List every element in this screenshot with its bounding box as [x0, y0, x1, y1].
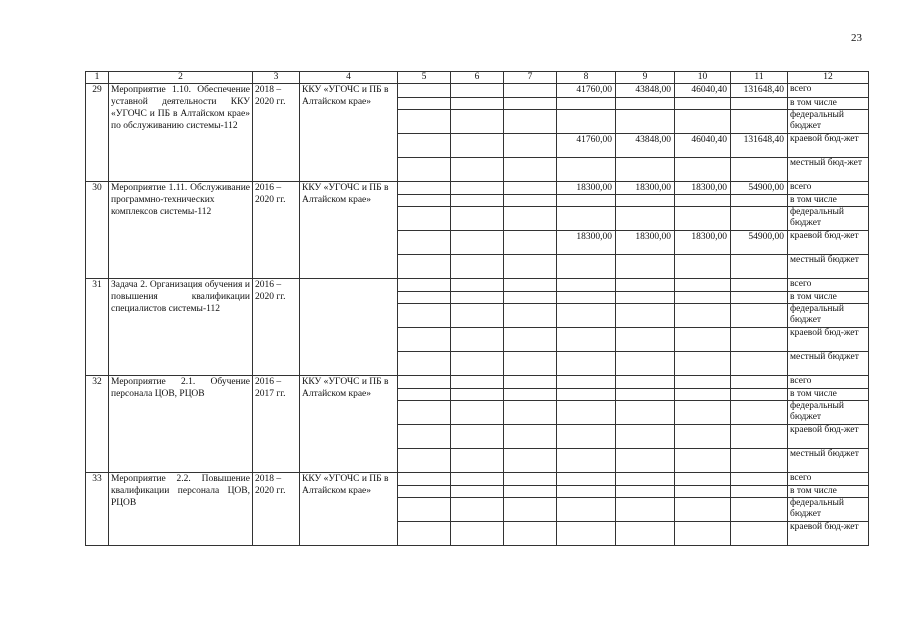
- amount-cell: 46040,40: [675, 84, 731, 98]
- col-header: 1: [86, 72, 109, 84]
- col-header: 6: [451, 72, 504, 84]
- activity-period: 2016 – 2017 гг.: [253, 376, 300, 473]
- table-row: [86, 279, 869, 292]
- amount-cell: 18300,00: [616, 182, 675, 195]
- source-total: всего: [788, 376, 869, 389]
- amount-cell: 131648,40: [731, 134, 788, 158]
- source-incl: в том числе: [788, 486, 869, 498]
- amount-cell: 18300,00: [616, 231, 675, 255]
- amount-cell: 43848,00: [616, 134, 675, 158]
- row-number: 29: [86, 84, 109, 182]
- empty-cell: [504, 84, 557, 98]
- source-federal: федеральный бюджет: [788, 304, 869, 328]
- table-row: [86, 473, 869, 486]
- empty-cell: [398, 84, 451, 98]
- source-total: всего: [788, 473, 869, 486]
- activity-executor: ККУ «УГОЧС и ПБ в Алтайском крае»: [300, 84, 398, 182]
- activity-name: Мероприятие 1.10. Обеспечение уставной деятельности ККУ «УГОЧС и ПБ в Алтайском крае» по обслуживанию системы-112: [109, 84, 253, 182]
- amount-cell: 131648,40: [731, 84, 788, 98]
- activity-name: Задача 2. Организация обучения и повышения квалификации специалистов системы-112: [109, 279, 253, 376]
- source-regional: краевой бюд-жет: [788, 425, 869, 449]
- activity-name: Мероприятие 2.1. Обучение персонала ЦОВ, РЦОВ: [109, 376, 253, 473]
- amount-cell: 41760,00: [557, 134, 616, 158]
- source-total: всего: [788, 84, 869, 98]
- source-federal: федеральный бюджет: [788, 110, 869, 134]
- source-total: всего: [788, 182, 869, 195]
- source-regional: краевой бюд-жет: [788, 522, 869, 546]
- row-number: 33: [86, 473, 109, 546]
- amount-cell: 18300,00: [675, 231, 731, 255]
- row-number: 32: [86, 376, 109, 473]
- source-incl: в том числе: [788, 389, 869, 401]
- activity-period: 2018 – 2020 гг.: [253, 84, 300, 182]
- col-header: 7: [504, 72, 557, 84]
- amount-cell: 43848,00: [616, 84, 675, 98]
- source-regional: краевой бюд-жет: [788, 134, 869, 158]
- source-federal: федеральный бюджет: [788, 498, 869, 522]
- source-local: местный бюджет: [788, 352, 869, 376]
- col-header: 11: [731, 72, 788, 84]
- activity-period: 2016 – 2020 гг.: [253, 279, 300, 376]
- source-incl: в том числе: [788, 292, 869, 304]
- col-header: 8: [557, 72, 616, 84]
- col-header: 4: [300, 72, 398, 84]
- row-number: 31: [86, 279, 109, 376]
- amount-cell: 18300,00: [557, 182, 616, 195]
- source-federal: федеральный бюджет: [788, 207, 869, 231]
- source-local: местный бюджет: [788, 449, 869, 473]
- row-number: 30: [86, 182, 109, 279]
- source-regional: краевой бюд-жет: [788, 328, 869, 352]
- col-header: 3: [253, 72, 300, 84]
- source-regional: краевой бюд-жет: [788, 231, 869, 255]
- source-incl: в том числе: [788, 195, 869, 207]
- amount-cell: 18300,00: [675, 182, 731, 195]
- col-header: 2: [109, 72, 253, 84]
- col-header: 10: [675, 72, 731, 84]
- source-total: всего: [788, 279, 869, 292]
- source-incl: в том числе: [788, 98, 869, 110]
- activity-name: Мероприятие 2.2. Повышение квалификации персонала ЦОВ, РЦОВ: [109, 473, 253, 546]
- activity-period: 2016 – 2020 гг.: [253, 182, 300, 279]
- activity-executor: [300, 279, 398, 376]
- activity-executor: ККУ «УГОЧС и ПБ в Алтайском крае»: [300, 376, 398, 473]
- col-header: 9: [616, 72, 675, 84]
- source-local: местный бюд-жет: [788, 158, 869, 182]
- page-number: 23: [851, 32, 862, 44]
- source-federal: федеральный бюджет: [788, 401, 869, 425]
- amount-cell: 41760,00: [557, 84, 616, 98]
- col-header: 12: [788, 72, 869, 84]
- activity-period: 2018 – 2020 гг.: [253, 473, 300, 546]
- activity-executor: ККУ «УГОЧС и ПБ в Алтайском крае»: [300, 182, 398, 279]
- amount-cell: 54900,00: [731, 182, 788, 195]
- amount-cell: 46040,40: [675, 134, 731, 158]
- activity-name: Мероприятие 1.11. Обслуживание программно-технических комплексов системы-112: [109, 182, 253, 279]
- table-row: [86, 376, 869, 389]
- col-header: 5: [398, 72, 451, 84]
- source-local: местный бюджет: [788, 255, 869, 279]
- empty-cell: [451, 84, 504, 98]
- activity-executor: ККУ «УГОЧС и ПБ в Алтайском крае»: [300, 473, 398, 546]
- amount-cell: 18300,00: [557, 231, 616, 255]
- amount-cell: 54900,00: [731, 231, 788, 255]
- budget-table: [85, 71, 869, 546]
- header-row: [86, 72, 869, 84]
- table-row: [86, 84, 869, 98]
- table-row: [86, 182, 869, 195]
